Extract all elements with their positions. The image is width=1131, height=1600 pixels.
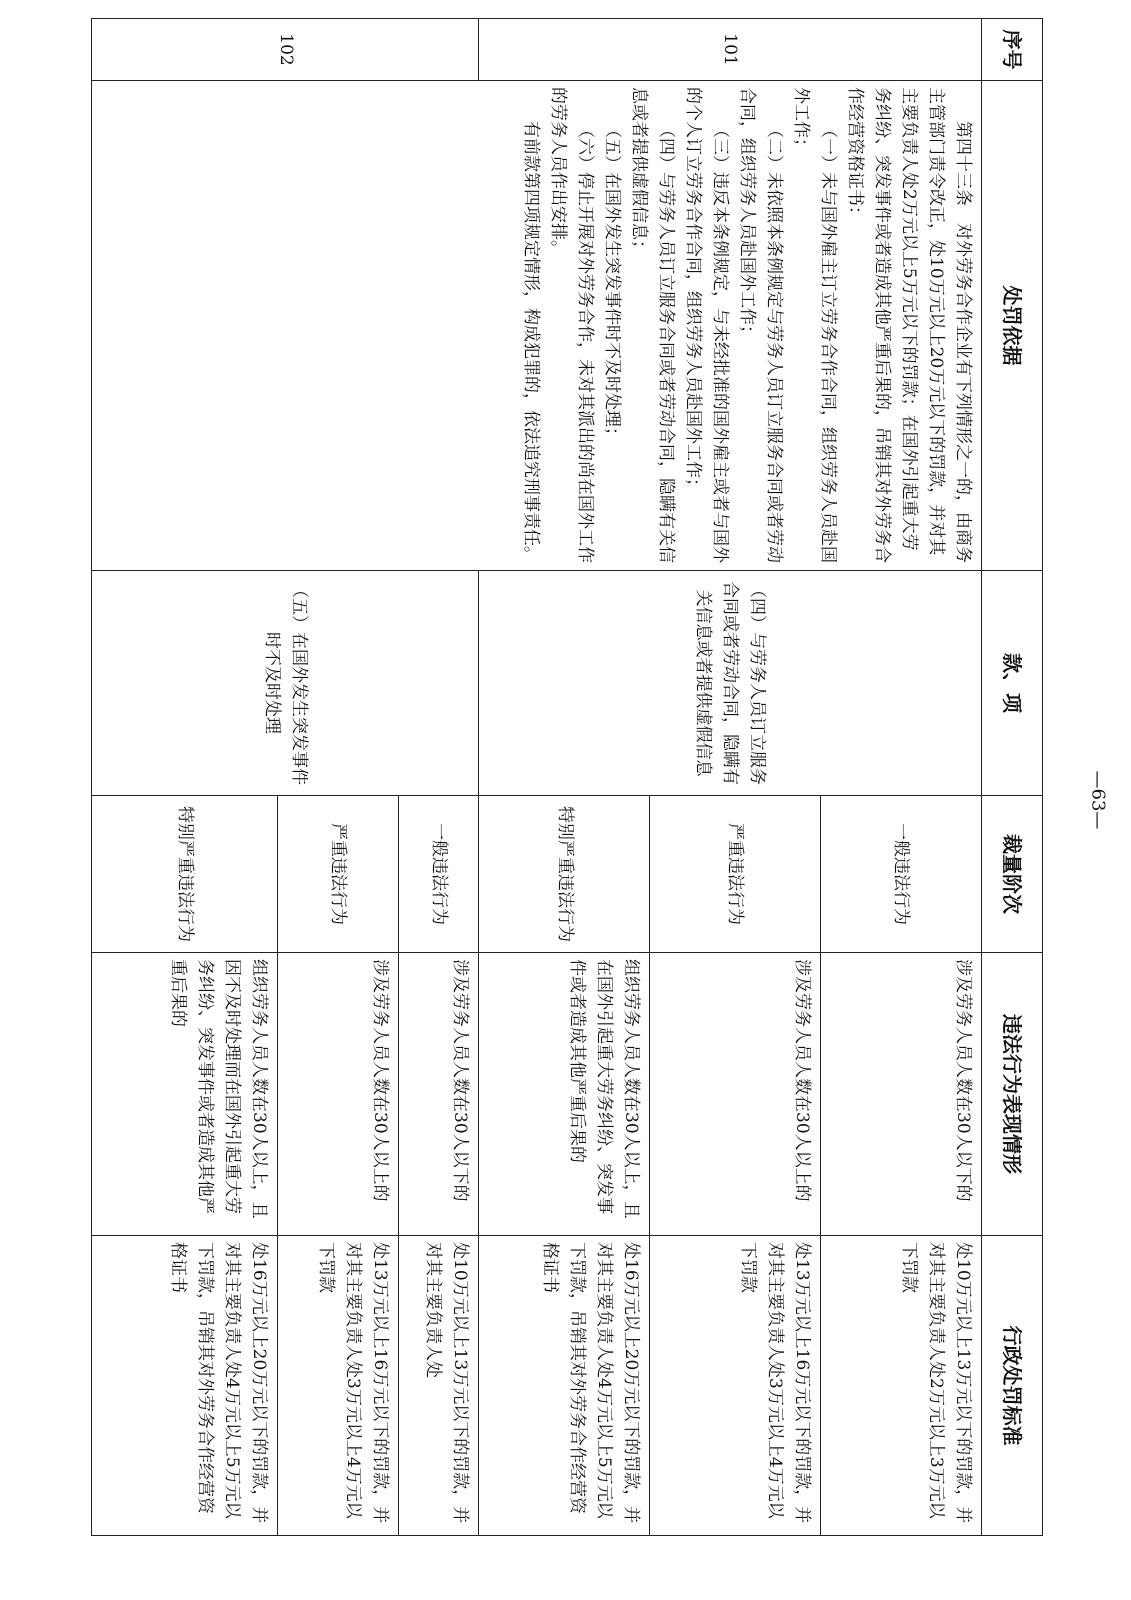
situation-cell: 涉及劳务人员人数在30人以下的 (398, 953, 478, 1236)
basis-paragraph: 第四十三条 对外劳务合作企业有下列情形之一的，由商务主管部门责令改正，处10万元以上20万元以下的罚款，并对其主要负责人处2万元以上5万元以下的罚款；在国外引起重大劳务纠纷、突发事件或者造成其他严重后果的，吊销其对外劳务合作经营资格证书： (844, 87, 973, 563)
level-cell: 一般违法行为 (398, 796, 478, 953)
page-number: —63— (1087, 770, 1109, 830)
header-level: 裁量阶次 (981, 796, 1042, 953)
standard-cell: 处16万元以上20万元以下的罚款，并对其主要负责人处4万元以上5万元以下罚款，吊销其对外劳务合作经营资格证书 (92, 1236, 278, 1536)
penalty-table (91, 18, 1043, 1536)
basis-paragraph: 有前款第四项规定情形，构成犯罪的，依法追究刑事责任。 (520, 121, 541, 563)
level-cell: 严重违法行为 (278, 796, 399, 953)
situation-cell: 组织劳务人员人数在30人以上，且因不及时处理而在国外引起重大劳务纠纷、突发事件或者造成其他严重后果的 (92, 953, 278, 1236)
standard-cell: 处13万元以上16万元以下的罚款，并对其主要负责人处3万元以上4万元以下罚款 (649, 1236, 820, 1536)
level-cell: 特别严重违法行为 (92, 796, 278, 953)
level-cell: 严重违法行为 (649, 796, 820, 953)
level-cell: 特别严重违法行为 (479, 796, 650, 953)
basis-paragraph: （四）与劳务人员订立服务合同或者劳动合同，隐瞒有关信息或者提供虚假信息； (628, 87, 676, 563)
basis-paragraph: （三）违反本条例规定，与未经批准的国外雇主或者与国外的个人订立劳务合作合同，组织劳务人员赴国外工作； (682, 87, 730, 563)
clause-cell: （五）在国外发生突发事件时不及时处理 (92, 571, 479, 796)
basis-paragraph: （二）未依照本条例规定与劳务人员订立服务合同或者劳动合同，组织劳务人员赴国外工作； (736, 87, 784, 563)
standard-cell: 处10万元以上13万元以下的罚款，并对其主要负责人处 (398, 1236, 478, 1536)
basis-cell (92, 81, 982, 571)
standard-cell: 处16万元以上20万元以下的罚款，并对其主要负责人处4万元以上5万元以下罚款，吊销其对外劳务合作经营资格证书 (479, 1236, 650, 1536)
header-basis: 处罚依据 (981, 81, 1042, 571)
table-row (820, 19, 981, 1536)
header-seq: 序号 (981, 19, 1042, 81)
standard-cell: 处13万元以上16万元以下的罚款，并对其主要负责人处3万元以上4万元以下罚款 (278, 1236, 399, 1536)
header-clause: 款、项 (981, 571, 1042, 796)
level-cell: 一般违法行为 (820, 796, 981, 953)
header-row (981, 19, 1042, 1536)
basis-paragraph: （六）停止开展对外劳务合作，未对其派出的尚在国外工作的劳务人员作出安排。 (547, 87, 595, 563)
header-standard: 行政处罚标准 (981, 1236, 1042, 1536)
standard-cell: 处10万元以上13万元以下的罚款，并对其主要负责人处2万元以上3万元以下罚款 (820, 1236, 981, 1536)
header-situation: 违法行为表现情形 (981, 953, 1042, 1236)
situation-cell: 涉及劳务人员人数在30人以下的 (820, 953, 981, 1236)
situation-cell: 涉及劳务人员人数在30人以上的 (649, 953, 820, 1236)
seq-cell: 102 (92, 19, 479, 81)
seq-cell: 101 (479, 19, 982, 81)
basis-paragraph: （一）未与国外雇主订立劳务合作合同，组织劳务人员赴国外工作； (790, 87, 838, 563)
situation-cell: 组织劳务人员人数在30人以上，且在国外引起重大劳务纠纷、突发事件或者造成其他严重后果的 (479, 953, 650, 1236)
basis-paragraph: （五）在国外发生突发事件时不及时处理； (601, 121, 622, 444)
rotated-page (91, 18, 1043, 1535)
situation-cell: 涉及劳务人员人数在30人以上的 (278, 953, 399, 1236)
clause-cell: （四）与劳务人员订立服务合同或者劳动合同，隐瞒有关信息或者提供虚假信息 (479, 571, 982, 796)
